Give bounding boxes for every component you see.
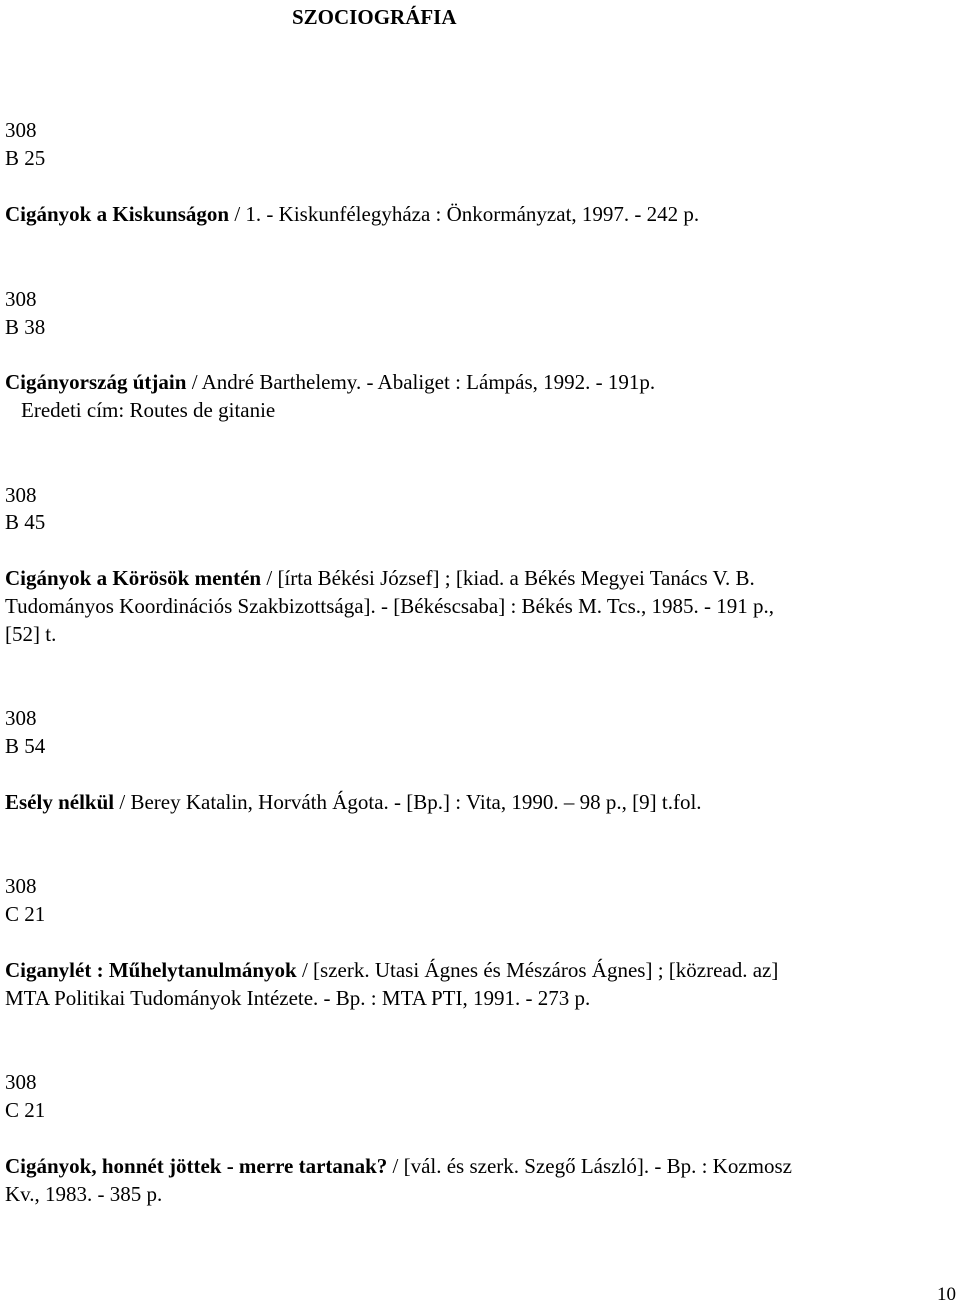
entry-title: Cigányok a Körösök mentén [5, 566, 262, 590]
entry-title: Cigányország útjain [5, 370, 187, 394]
call-number: 308 [5, 483, 37, 507]
entry-title: Esély nélkül [5, 790, 115, 814]
call-number: C 21 [5, 1098, 46, 1122]
call-number: B 45 [5, 510, 46, 534]
page-number: 10 [937, 1284, 956, 1305]
entry-note: Eredeti cím: Routes de gitanie [21, 398, 276, 422]
entry-continuation: Tudományos Koordinációs Szakbizottsága]. - [Békéscsaba] : Békés M. Tcs., 1985. - 191 p., [5, 594, 774, 618]
page-title: SZOCIOGRÁFIA [292, 5, 457, 29]
entry-description: / [vál. és szerk. Szegő László]. - Bp. : Kozmosz [387, 1154, 792, 1178]
entry-continuation: [52] t. [5, 622, 57, 646]
entry-title: Cigányok a Kiskunságon [5, 202, 230, 226]
call-number: C 21 [5, 902, 46, 926]
entry-line [5, 368, 655, 396]
call-number: 308 [5, 118, 37, 142]
entry-description: / [szerk. Utasi Ágnes és Mészáros Ágnes] ; [közread. az] [296, 958, 779, 982]
entry-continuation: MTA Politikai Tudományok Intézete. - Bp. : MTA PTI, 1991. - 273 p. [5, 986, 591, 1010]
entry-line [5, 788, 702, 816]
entry-description: / 1. - Kiskunfélegyháza : Önkormányzat, 1997. - 242 p. [229, 202, 700, 226]
entry-title: Ciganylét : Műhelytanulmányok [5, 958, 297, 982]
entry-line [5, 200, 699, 228]
entry-continuation: Kv., 1983. - 385 p. [5, 1182, 163, 1206]
call-number: 308 [5, 287, 37, 311]
entry-title: Cigányok, honnét jöttek - merre tartanak? [5, 1154, 388, 1178]
call-number: B 38 [5, 315, 46, 339]
entry-line [5, 1152, 792, 1180]
entry-description: / Berey Katalin, Horváth Ágota. - [Bp.] : Vita, 1990. – 98 p., [9] t.fol. [114, 790, 702, 814]
entry-line [5, 956, 778, 984]
entry-description: / André Barthelemy. - Abaliget : Lámpás, 1992. - 191p. [186, 370, 656, 394]
call-number: 308 [5, 706, 37, 730]
entry-line [5, 564, 755, 592]
entry-description: / [írta Békési József] ; [kiad. a Békés Megyei Tanács V. B. [261, 566, 755, 590]
call-number: 308 [5, 1070, 37, 1094]
call-number: B 25 [5, 146, 46, 170]
call-number: 308 [5, 874, 37, 898]
call-number: B 54 [5, 734, 46, 758]
